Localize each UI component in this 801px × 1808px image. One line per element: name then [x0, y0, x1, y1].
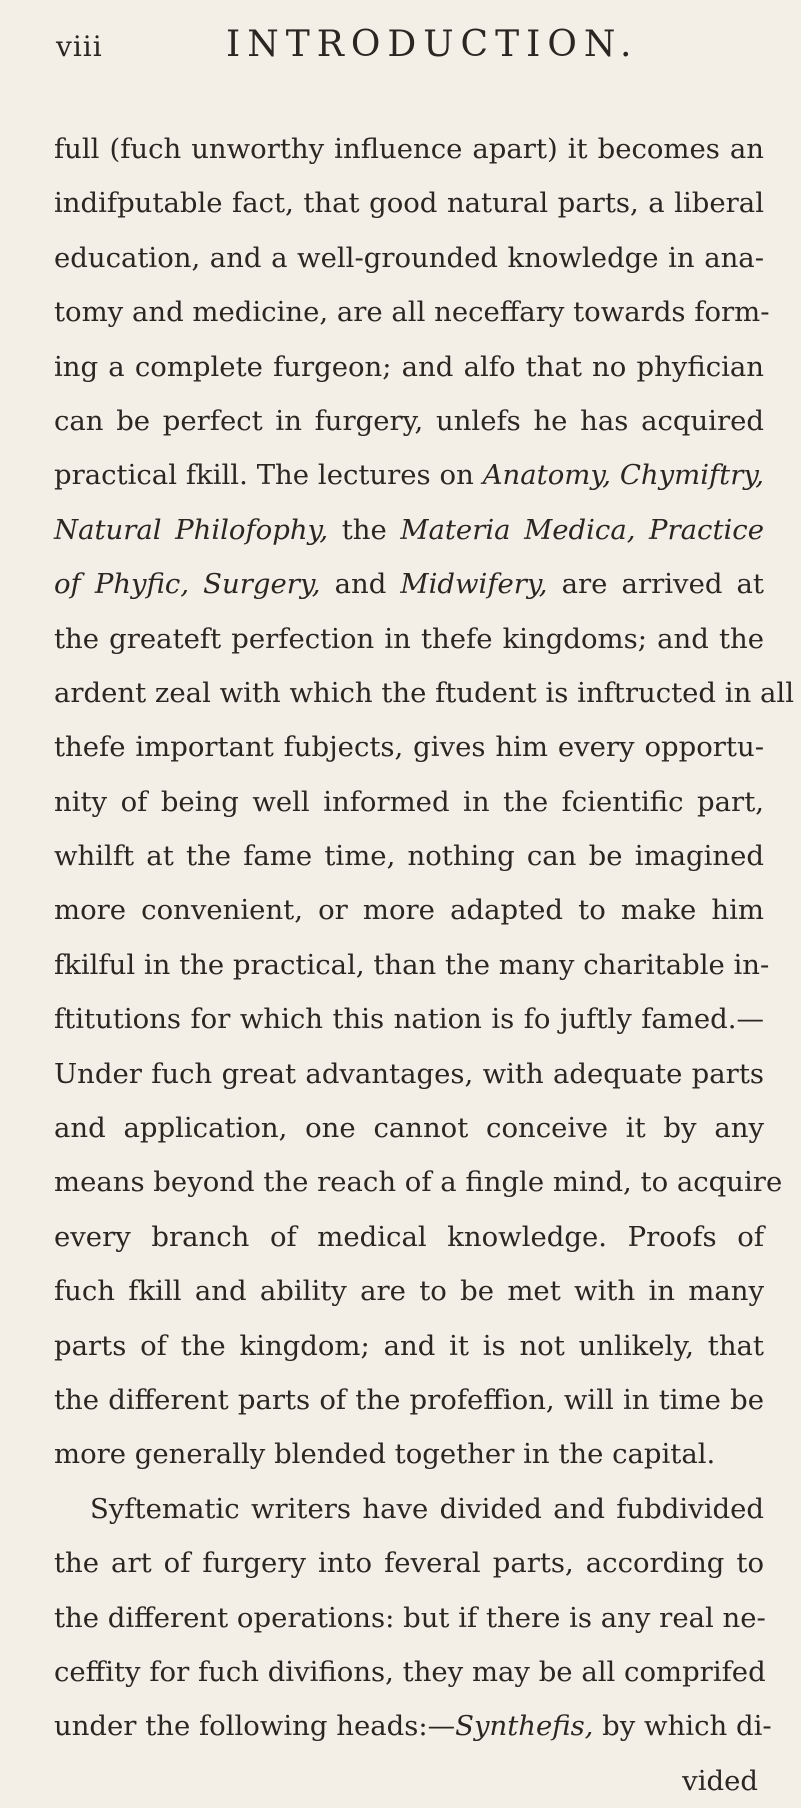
text-segment: fuch fkill and ability are to be met with in many — [54, 1275, 764, 1308]
page-number: viii — [56, 30, 103, 63]
text-line — [54, 1264, 764, 1318]
text-line — [54, 775, 764, 829]
text-segment: can be perfect in furgery, unlefs he has acquired — [54, 404, 764, 437]
italic-text: Midwifery, — [400, 568, 548, 601]
text-line — [54, 394, 764, 448]
text-segment: Under fuch great advantages, with adequate parts — [54, 1057, 764, 1090]
text-line — [54, 992, 764, 1046]
text-segment: more generally blended together in the capital. — [54, 1438, 716, 1471]
text-line — [54, 1047, 764, 1101]
text-segment: and — [320, 568, 401, 601]
text-line — [54, 720, 764, 774]
text-segment: every branch of medical knowledge. Proofs of — [54, 1220, 764, 1253]
text-line — [54, 1319, 764, 1373]
text-line — [54, 612, 764, 666]
page-header — [56, 20, 761, 68]
text-line — [54, 176, 764, 230]
text-segment: nity of being well informed in the fcientific part, — [54, 785, 764, 818]
text-line — [54, 1482, 764, 1536]
text-segment: by which di- — [593, 1710, 772, 1743]
text-line — [54, 829, 764, 883]
text-segment: parts of the kingdom; and it is not unlikely, that — [54, 1329, 764, 1362]
text-line — [54, 1591, 764, 1645]
text-segment: tomy and medicine, are all neceffary towards form- — [54, 296, 770, 329]
text-line — [54, 883, 764, 937]
text-line — [54, 1210, 764, 1264]
text-segment: indifputable fact, that good natural parts, a liberal — [54, 187, 764, 220]
text-segment: are arrived at — [547, 568, 764, 601]
text-segment: the different parts of the profeffion, will in time be — [54, 1383, 764, 1416]
text-line — [54, 1101, 764, 1155]
text-line — [54, 1155, 783, 1209]
text-line — [54, 938, 770, 992]
text-line — [54, 231, 764, 285]
text-line — [54, 285, 770, 339]
text-segment: fkilful in the practical, than the many charitable in- — [54, 948, 770, 981]
text-segment: the different operations: but if there is any real ne- — [54, 1601, 766, 1634]
italic-text: Anatomy, Chymiftry, — [482, 459, 764, 492]
text-segment: the art of furgery into feveral parts, according to — [54, 1547, 764, 1580]
text-line — [54, 448, 764, 502]
text-segment: thefe important fubjects, gives him every opportu- — [54, 731, 764, 764]
text-segment: ardent zeal with which the ftudent is inftructed in all — [54, 676, 795, 709]
italic-text: Materia Medica, Practice — [400, 513, 764, 546]
text-line — [54, 557, 764, 611]
text-segment: and application, one cannot conceive it by any — [54, 1112, 764, 1145]
text-line — [54, 1536, 764, 1590]
text-segment: full (fuch unworthy influence apart) it becomes an — [54, 133, 764, 165]
text-segment: the — [328, 513, 401, 546]
text-line — [54, 666, 795, 720]
text-segment: more convenient, or more adapted to make him — [54, 894, 764, 927]
italic-text: Synthefis, — [455, 1710, 594, 1743]
text-segment: means beyond the reach of a fingle mind, to acquire — [54, 1166, 783, 1199]
text-line — [54, 340, 764, 394]
catchword: vided — [682, 1764, 758, 1797]
text-segment: the greateft perfection in thefe kingdoms; and the — [54, 622, 764, 655]
text-line — [54, 1373, 764, 1427]
text-segment: whilft at the fame time, nothing can be imagined — [54, 840, 764, 873]
text-segment: under the following heads:— — [54, 1710, 456, 1743]
text-segment: practical fkill. The lectures on — [54, 459, 483, 492]
text-line — [54, 1699, 772, 1753]
text-line — [54, 503, 764, 557]
text-segment: education, and a well-grounded knowledge in ana- — [54, 241, 764, 274]
text-line — [54, 1645, 764, 1699]
italic-text: of Phyfic, Surgery, — [54, 568, 321, 601]
italic-text: Natural Philofophy, — [54, 513, 329, 546]
text-segment: ing a complete furgeon; and alfo that no phyfician — [54, 350, 764, 383]
body-text — [54, 122, 795, 1808]
text-segment: Syftematic writers have divided and fubdivided — [90, 1492, 764, 1525]
text-segment: ftitutions for which this nation is fo juftly famed.— — [54, 1003, 764, 1036]
text-segment: ceffity for fuch divifions, they may be all comprifed — [54, 1655, 766, 1688]
text-line — [54, 1427, 764, 1481]
text-line — [54, 122, 764, 176]
running-head: INTRODUCTION. — [226, 24, 639, 65]
